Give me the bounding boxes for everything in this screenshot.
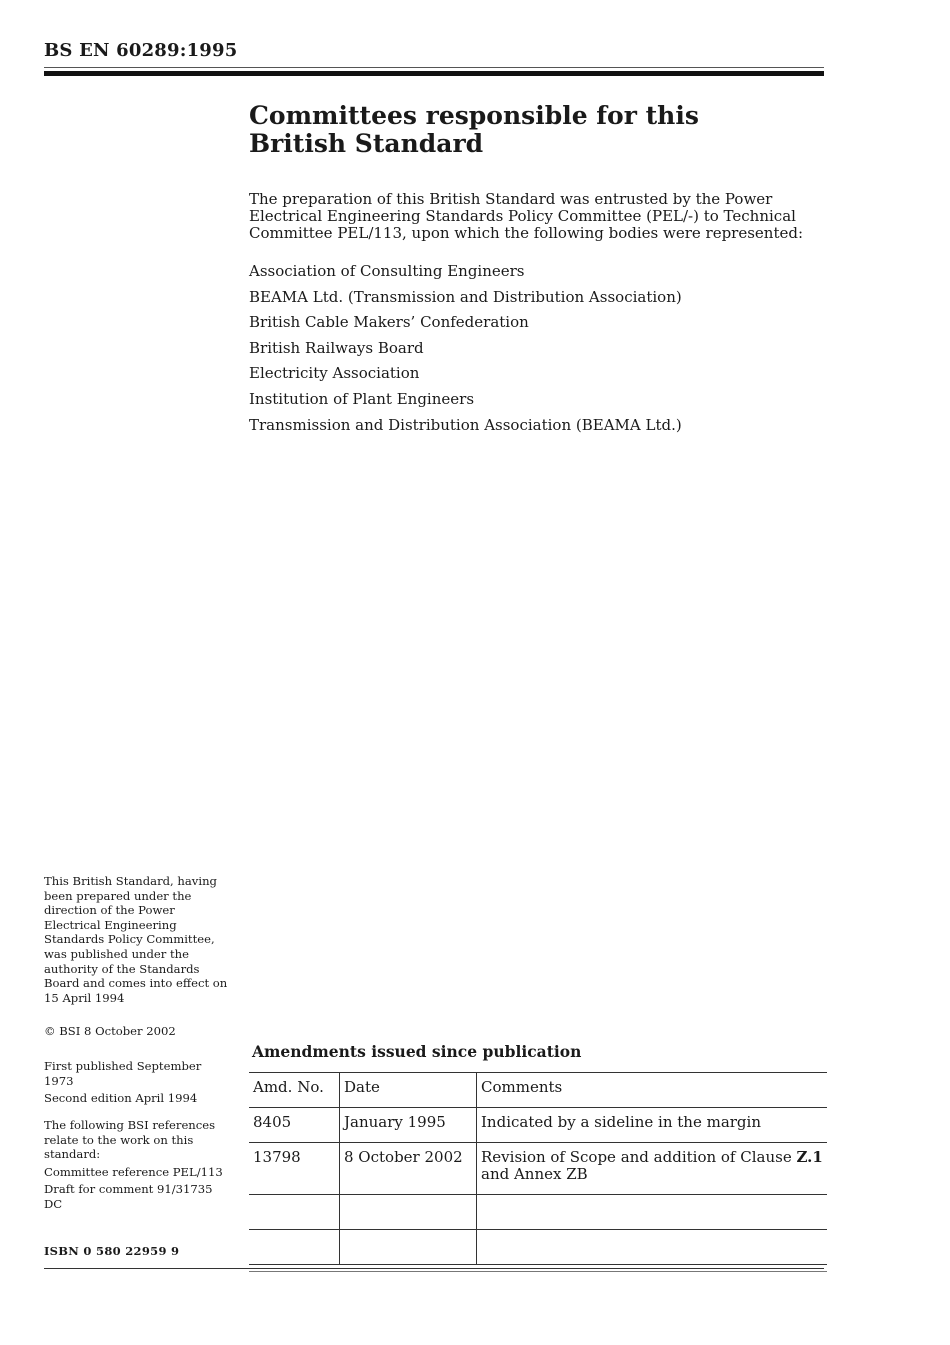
amendments-table (249, 1072, 827, 1265)
table-row (249, 1108, 827, 1143)
intro-paragraph: The preparation of this British Standard was entrusted by the Power Electrical Engineering Standards Policy Committee (PEL/-) to Technical Committee PEL/113, upon which the following bodies were represented: (249, 190, 804, 242)
date-cell: 8 October 2002 (340, 1143, 477, 1195)
page-title (249, 102, 769, 158)
date-cell: January 1995 (340, 1108, 477, 1143)
title-line-2: British Standard (249, 129, 484, 158)
title-line-1: Committees responsible for this (249, 101, 699, 130)
copyright-note: © BSI 8 October 2002 (44, 1024, 176, 1038)
table-row-empty (249, 1230, 827, 1265)
header-comments: Comments (477, 1073, 828, 1108)
list-item: Association of Consulting Engineers (249, 262, 525, 280)
empty-cell (340, 1230, 477, 1265)
header-amd-no: Amd. No. (249, 1073, 340, 1108)
table-header-row (249, 1073, 827, 1108)
publication-note: This British Standard, having been prepared under the direction of the Power Electrical Engineering Standards Policy Committee, was published under the authority of the Standards Board and comes into effect on 15 April 1994 (44, 874, 228, 1005)
comments-text: and Annex ZB (481, 1165, 588, 1183)
clause-ref: Z.1 (796, 1148, 823, 1166)
empty-cell (249, 1230, 340, 1265)
amd-no-cell: 8405 (249, 1108, 340, 1143)
amendments-title: Amendments issued since publication (252, 1042, 582, 1061)
comments-cell: Indicated by a sideline in the margin (477, 1108, 828, 1143)
standard-id: BS EN 60289:1995 (44, 40, 238, 61)
empty-cell (340, 1195, 477, 1230)
comments-cell (477, 1143, 828, 1195)
list-item: Electricity Association (249, 364, 420, 383)
footer-rule (44, 1268, 824, 1269)
list-item: BEAMA Ltd. (Transmission and Distribution Association) (249, 287, 682, 306)
draft-reference: Draft for comment 91/31735 DC (44, 1182, 213, 1211)
represented-bodies-list (249, 259, 682, 438)
table-row (249, 1143, 827, 1195)
list-item: British Cable Makers’ Confederation (249, 313, 529, 332)
header-date: Date (340, 1073, 477, 1108)
empty-cell (477, 1195, 828, 1230)
amd-no-cell: 13798 (249, 1143, 340, 1195)
empty-cell (477, 1230, 828, 1265)
header-rule-thick (44, 71, 824, 76)
list-item: Transmission and Distribution Association (BEAMA Ltd.) (249, 415, 682, 434)
footer-rule-secondary (249, 1271, 827, 1272)
list-item: British Railways Board (249, 338, 424, 357)
table-row-empty (249, 1195, 827, 1230)
committee-reference: Committee reference PEL/113 (44, 1165, 223, 1179)
second-edition-note: Second edition April 1994 (44, 1091, 198, 1105)
first-published-note: First published September 1973 (44, 1059, 202, 1088)
empty-cell (249, 1195, 340, 1230)
header-rule-thin (44, 67, 824, 68)
references-intro: The following BSI references relate to the work on this standard: (44, 1118, 216, 1162)
list-item: Institution of Plant Engineers (249, 389, 475, 408)
isbn: ISBN 0 580 22959 9 (44, 1244, 180, 1258)
comments-text: Revision of Scope and addition of Clause (481, 1148, 797, 1166)
